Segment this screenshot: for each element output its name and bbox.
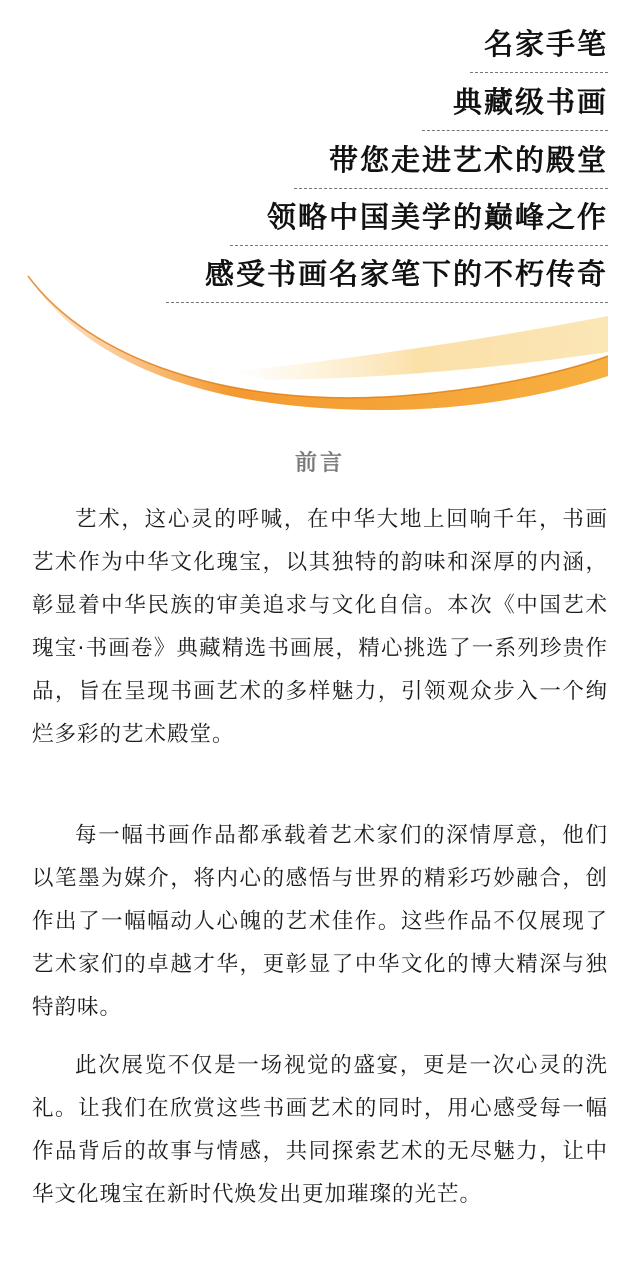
dashed-divider [470,72,608,73]
paragraph-3: 此次展览不仅是一场视觉的盛宴，更是一次心灵的洗礼。让我们在欣赏这些书画艺术的同时，用心感受每一幅作品背后的故事与情感，共同探索艺术的无尽魅力，让中华文化瑰宝在新时代焕发出更加璀璨的光芒。 [32,1053,608,1207]
tagline-4: 领略中国美学的巅峰之作 [266,200,608,234]
dashed-divider [166,302,608,303]
dashed-divider [230,245,608,246]
section-title: 前言 [294,451,345,476]
tagline-2: 典藏级书画 [452,85,608,119]
paragraph-1: 艺术，这心灵的呼喊，在中华大地上回响千年，书画艺术作为中华文化瑰宝，以其独特的韵味和深厚的内涵，彰显着中华民族的审美追求与文化自信。本次《中国艺术瑰宝·书画卷》典藏精选书画展，精心挑选了一系列珍贵作品，旨在呈现书画艺术的多样魅力，引领观众步入一个绚烂多彩的艺术殿堂。 [32,507,608,747]
tagline-3: 带您走进艺术的殿堂 [328,143,608,177]
tagline-5: 感受书画名家笔下的不朽传奇 [204,257,608,291]
tagline-1: 名家手笔 [483,27,608,61]
paragraph-2: 每一幅书画作品都承载着艺术家们的深情厚意，他们以笔墨为媒介，将内心的感悟与世界的精彩巧妙融合，创作出了一幅幅动人心魄的艺术佳作。这些作品不仅展现了艺术家们的卓越才华，更彰显了中华文化的博大精深与独特韵味。 [32,823,608,1020]
dashed-divider [294,188,608,189]
dashed-divider [422,130,608,131]
header-banner [0,0,640,420]
